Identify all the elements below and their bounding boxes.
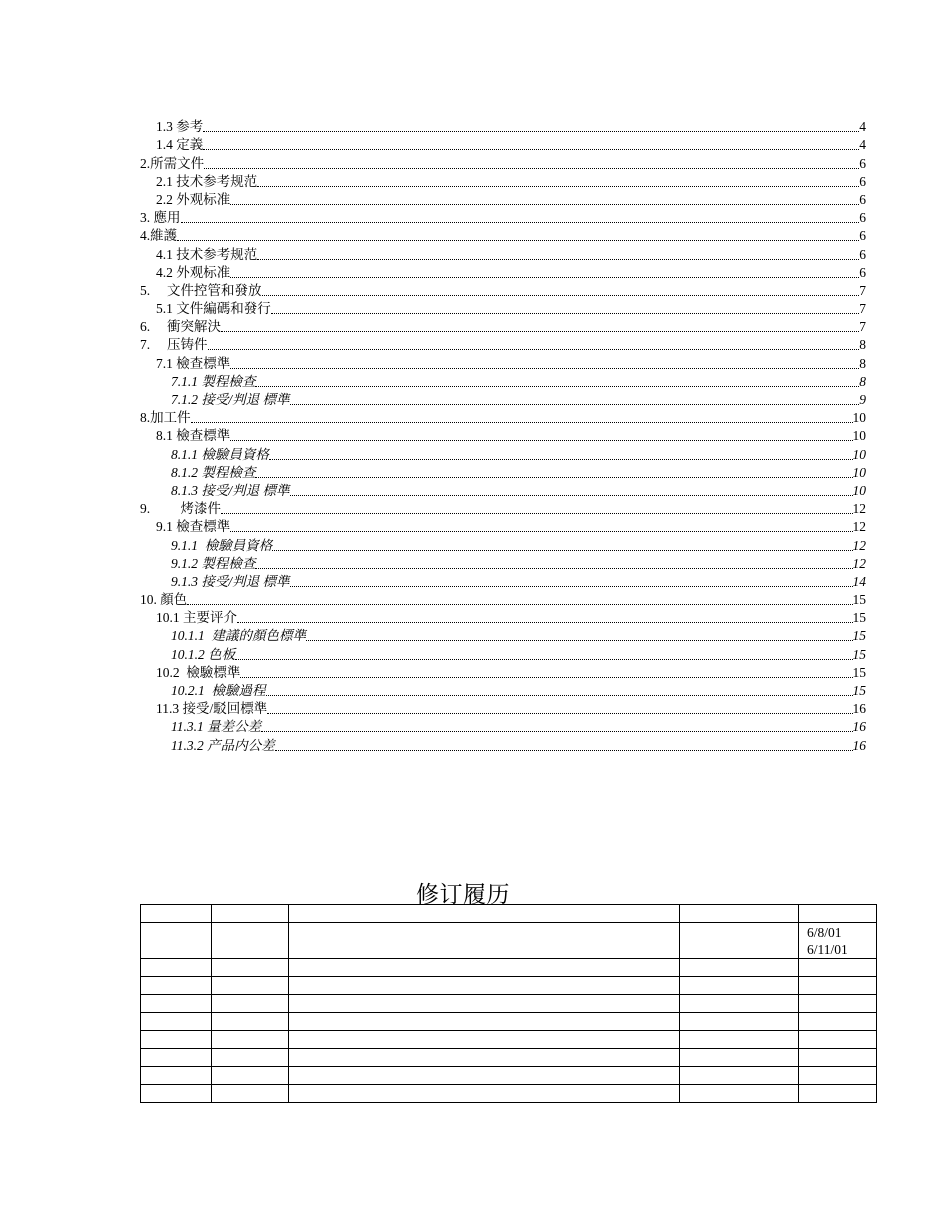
toc-entry-title: 10.2 檢驗標準 (156, 664, 241, 680)
toc-entry[interactable] (140, 536, 866, 554)
toc-entry-title: 4.1 技术参考规范 (156, 246, 258, 262)
toc-entry-page: 15 (852, 683, 866, 698)
toc-entry-title: 10.1.1 建議的顏色標準 (171, 628, 306, 644)
toc-entry-title: 7. 压铸件 (140, 337, 208, 353)
toc-entry-page: 15 (852, 592, 866, 608)
dot-leader (187, 604, 852, 605)
toc-entry-title: 2.所需文件 (140, 155, 205, 171)
table-of-contents (140, 118, 866, 755)
table-cell (212, 923, 289, 959)
table-cell (212, 905, 289, 923)
toc-entry-title: 7.1.2 接受/判退 標準 (171, 392, 290, 407)
dot-leader (235, 659, 852, 660)
table-cell (799, 1013, 877, 1031)
toc-entry[interactable] (140, 173, 866, 191)
table-cell (141, 1085, 212, 1103)
table-cell (289, 977, 680, 995)
toc-entry[interactable] (140, 191, 866, 209)
toc-entry-page: 4 (859, 137, 866, 153)
dot-leader (177, 240, 859, 241)
table-cell (141, 995, 212, 1013)
toc-entry-title: 2.2 外观标准 (156, 191, 231, 207)
toc-entry-title: 10.1 主要评介 (156, 610, 237, 626)
table-row (141, 923, 877, 959)
toc-entry-page: 16 (852, 701, 866, 717)
table-cell (289, 1031, 680, 1049)
toc-entry-page: 7 (859, 282, 866, 298)
dot-leader (267, 713, 852, 714)
toc-entry-title: 10.1.2 色板 (171, 646, 236, 662)
toc-entry-page: 7 (859, 319, 866, 335)
toc-entry-page: 10 (852, 428, 866, 444)
toc-entry-page: 6 (859, 264, 866, 280)
dot-leader (261, 731, 852, 732)
toc-entry-page: 4 (859, 119, 866, 135)
dot-leader (266, 695, 853, 696)
toc-entry-page: 15 (852, 646, 866, 662)
table-cell (212, 1049, 289, 1067)
table-cell (799, 905, 877, 923)
toc-entry-page: 15 (852, 664, 866, 680)
table-cell (289, 905, 680, 923)
toc-entry[interactable] (140, 627, 866, 645)
toc-entry[interactable] (140, 518, 866, 536)
toc-entry-title: 4.維護 (140, 228, 178, 244)
table-cell (680, 977, 799, 995)
toc-entry-page: 8 (859, 355, 866, 371)
toc-entry-title: 8.1.1 檢驗員資格 (171, 446, 269, 462)
dot-leader (221, 331, 859, 332)
toc-entry[interactable] (140, 373, 866, 391)
toc-entry[interactable] (140, 427, 866, 445)
toc-entry-title: 7.1 檢查標準 (156, 355, 231, 371)
toc-entry-page: 6 (859, 191, 866, 207)
table-cell (289, 1049, 680, 1067)
toc-entry-page: 10 (852, 410, 866, 426)
table-cell (680, 1031, 799, 1049)
toc-entry[interactable] (140, 336, 866, 354)
table-cell (680, 923, 799, 959)
toc-entry-title: 10. 顏色 (140, 592, 188, 608)
toc-entry[interactable] (140, 682, 866, 700)
revision-history-table (140, 904, 877, 1103)
dot-leader (203, 131, 859, 132)
toc-entry[interactable] (140, 300, 866, 318)
toc-entry-page: 6 (859, 246, 866, 262)
table-cell (799, 995, 877, 1013)
table-cell (289, 995, 680, 1013)
table-cell (680, 1013, 799, 1031)
toc-entry-title: 9. 烤漆件 (140, 501, 221, 517)
toc-entry[interactable] (140, 609, 866, 627)
toc-entry-title: 2.1 技术参考规范 (156, 173, 258, 189)
table-cell (141, 1067, 212, 1085)
table-cell (289, 1067, 680, 1085)
table-cell (141, 905, 212, 923)
table-row (141, 977, 877, 995)
table-row (141, 1085, 877, 1103)
toc-entry-title: 7.1.1 製程檢查 (171, 373, 256, 389)
toc-entry-page: 6 (859, 210, 866, 226)
dot-leader (255, 477, 852, 478)
table-cell (141, 1013, 212, 1031)
toc-entry-page: 6 (859, 228, 866, 244)
toc-entry[interactable] (140, 645, 866, 663)
table-cell (289, 959, 680, 977)
table-cell (212, 1067, 289, 1085)
table-row (141, 1013, 877, 1031)
toc-entry[interactable] (140, 500, 866, 518)
toc-entry-title: 9.1.3 接受/判退 標準 (171, 573, 290, 589)
dot-leader (237, 622, 853, 623)
table-cell (141, 1049, 212, 1067)
table-cell (141, 1031, 212, 1049)
toc-entry-page: 12 (852, 501, 866, 517)
toc-entry-title: 8.1 檢查標準 (156, 428, 231, 444)
toc-entry[interactable] (140, 136, 866, 154)
dot-leader (204, 168, 859, 169)
dot-leader (230, 277, 859, 278)
dot-leader (272, 550, 852, 551)
table-cell (799, 1031, 877, 1049)
dot-leader (271, 313, 860, 314)
toc-entry-page: 8 (859, 373, 866, 389)
dot-leader (230, 531, 852, 532)
table-cell (289, 1013, 680, 1031)
toc-entry-title: 4.2 外观标准 (156, 264, 231, 280)
dot-leader (290, 586, 853, 587)
toc-entry[interactable] (140, 264, 866, 282)
toc-entry[interactable] (140, 736, 866, 754)
toc-entry-title: 3. 應用 (140, 210, 181, 226)
table-cell (212, 959, 289, 977)
toc-entry-page: 15 (852, 610, 866, 626)
dot-leader (230, 204, 859, 205)
toc-entry[interactable] (140, 700, 866, 718)
toc-entry[interactable] (140, 118, 866, 136)
table-cell: 6/8/01 6/11/01 (799, 923, 877, 959)
table-row (141, 959, 877, 977)
toc-entry[interactable] (140, 664, 866, 682)
toc-entry-page: 10 (852, 482, 866, 498)
table-cell (680, 959, 799, 977)
toc-entry-title: 11.3.2 产品内公差 (171, 737, 275, 753)
table-cell (141, 959, 212, 977)
toc-entry-page: 15 (852, 628, 866, 644)
toc-entry-title: 11.3.1 量差公差 (171, 719, 262, 735)
dot-leader (269, 459, 853, 460)
toc-entry-page: 16 (852, 737, 866, 753)
dot-leader (306, 640, 853, 641)
dot-leader (221, 513, 853, 514)
table-cell (141, 923, 212, 959)
table-cell (212, 995, 289, 1013)
table-cell (212, 1031, 289, 1049)
toc-entry-page: 12 (852, 555, 866, 571)
toc-entry-page: 12 (852, 537, 866, 553)
dot-leader (230, 440, 852, 441)
table-cell (212, 977, 289, 995)
dot-leader (290, 404, 860, 405)
toc-entry[interactable] (140, 209, 866, 227)
table-cell (680, 1067, 799, 1085)
toc-entry[interactable] (140, 245, 866, 263)
table-cell (289, 1085, 680, 1103)
dot-leader (257, 186, 859, 187)
toc-entry-title: 5.1 文件編碼和發行 (156, 301, 271, 317)
dot-leader (203, 149, 859, 150)
table-cell (799, 1049, 877, 1067)
table-cell (289, 923, 680, 959)
toc-entry-title: 8.1.3 接受/判退 標準 (171, 482, 290, 498)
dot-leader (208, 349, 860, 350)
toc-entry-title: 8.1.2 製程檢查 (171, 464, 256, 480)
dot-leader (275, 750, 853, 751)
table-cell (212, 1013, 289, 1031)
toc-entry[interactable] (140, 227, 866, 245)
dot-leader (191, 422, 853, 423)
table-row (141, 1067, 877, 1085)
toc-entry-title: 6. 衝突解決 (140, 319, 221, 335)
toc-entry-title: 11.3 接受/駁回標準 (156, 701, 268, 717)
toc-entry-page: 14 (852, 573, 866, 589)
table-cell (799, 1067, 877, 1085)
table-cell (680, 995, 799, 1013)
dot-leader (240, 677, 852, 678)
toc-entry-title: 9.1.2 製程檢查 (171, 555, 256, 571)
toc-entry[interactable] (140, 573, 866, 591)
dot-leader (255, 568, 852, 569)
dot-leader (290, 495, 853, 496)
toc-entry-page: 8 (859, 337, 866, 353)
toc-entry[interactable] (140, 464, 866, 482)
toc-entry[interactable] (140, 591, 866, 609)
table-cell (680, 1085, 799, 1103)
toc-entry[interactable] (140, 482, 866, 500)
toc-entry-title: 9.1.1 檢驗員資格 (171, 537, 273, 553)
table-row (141, 1049, 877, 1067)
table-cell (799, 959, 877, 977)
revision-history-title: 修订履历 (416, 882, 510, 907)
toc-entry-page: 10 (852, 464, 866, 480)
table-row (141, 1031, 877, 1049)
dot-leader (262, 295, 860, 296)
table-row (141, 995, 877, 1013)
table-row (141, 905, 877, 923)
table-cell (141, 977, 212, 995)
toc-entry[interactable] (140, 718, 866, 736)
table-cell (212, 1085, 289, 1103)
toc-entry[interactable] (140, 391, 866, 409)
toc-entry[interactable] (140, 282, 866, 300)
toc-entry[interactable] (140, 445, 866, 463)
dot-leader (230, 368, 859, 369)
toc-entry[interactable] (140, 154, 866, 172)
toc-entry[interactable] (140, 409, 866, 427)
toc-entry-title: 8.加工件 (140, 410, 191, 426)
toc-entry-page: 16 (852, 719, 866, 735)
table-cell (680, 905, 799, 923)
toc-entry-title: 1.3 参考 (156, 119, 204, 135)
toc-entry-page: 6 (859, 173, 866, 189)
table-cell (680, 1049, 799, 1067)
toc-entry[interactable] (140, 354, 866, 372)
toc-entry-title: 10.2.1 檢驗過程 (171, 683, 266, 698)
dot-leader (257, 259, 859, 260)
toc-entry-title: 9.1 檢查標準 (156, 519, 231, 535)
dot-leader (255, 386, 859, 387)
toc-entry-title: 5. 文件控管和發放 (140, 282, 262, 298)
toc-entry-page: 6 (859, 155, 866, 171)
toc-entry-page: 12 (852, 519, 866, 535)
dot-leader (181, 222, 860, 223)
toc-entry[interactable] (140, 555, 866, 573)
toc-entry[interactable] (140, 318, 866, 336)
toc-entry-page: 9 (859, 392, 866, 407)
table-cell (799, 1085, 877, 1103)
table-cell (799, 977, 877, 995)
toc-entry-page: 10 (852, 446, 866, 462)
toc-entry-title: 1.4 定義 (156, 137, 204, 153)
toc-entry-page: 7 (859, 301, 866, 317)
